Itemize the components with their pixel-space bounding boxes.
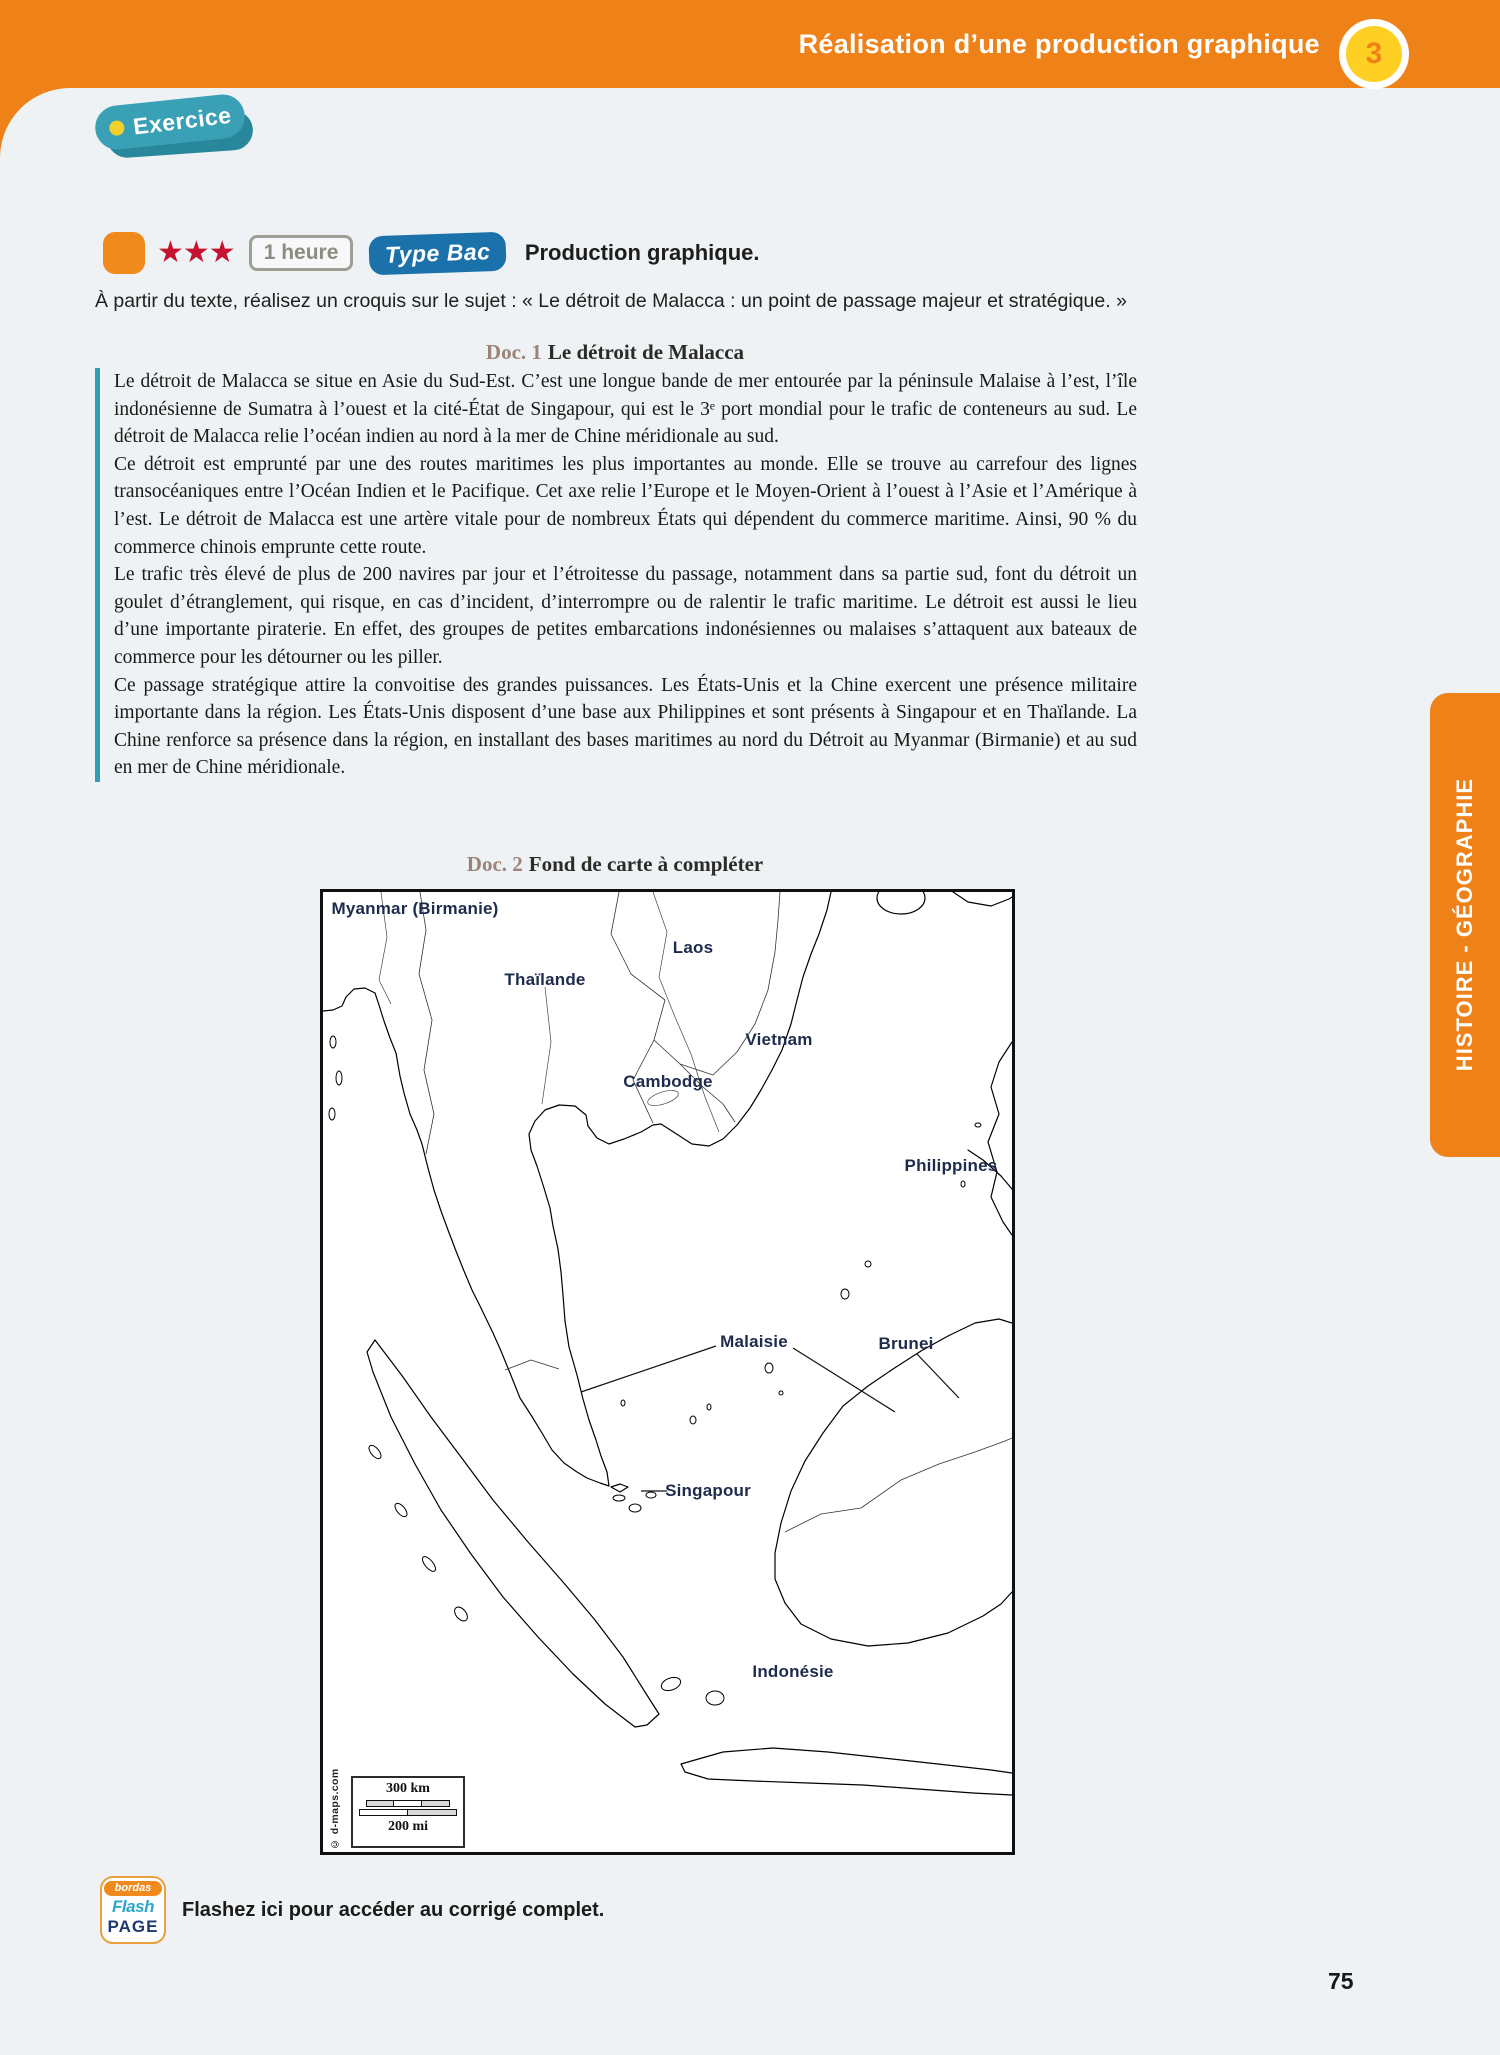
scale-bar-km [353,1800,463,1807]
coastline-drawing [323,892,1012,1852]
flash-instruction: Flashez ici pour accéder au corrigé complet. [182,1899,605,1921]
map-label-singapour: Singapour [665,1481,751,1500]
duration-badge: 1 heure [249,235,354,271]
doc1-title: Le détroit de Malacca [547,340,745,364]
type-bac-badge: Type Bac [369,231,508,275]
map-label-indonésie: Indonésie [752,1662,834,1681]
map-label-thaïlande: Thaïlande [504,970,586,989]
base-map [320,889,1015,1855]
doc2-heading [95,852,1135,877]
map-credit: © d-maps.com [329,1768,341,1850]
flashpage-logo-flash: Flash [112,1897,154,1916]
map-label-laos: Laos [672,938,714,957]
chapter-number: 3 [1365,37,1383,70]
flashpage-logo-brand: bordas [104,1881,162,1896]
doc2-title: Fond de carte à compléter [528,852,764,876]
scale-km-label: 300 km [386,1781,430,1796]
doc1-heading [95,340,1135,365]
map-canvas [323,892,1012,1852]
exercise-marker-icon [103,232,145,274]
flashpage-logo[interactable] [100,1876,166,1944]
map-label-malaisie: Malaisie [720,1332,788,1351]
map-label-philippines: Philippines [904,1156,998,1175]
map-scale [351,1776,465,1848]
doc1-paragraph: Le trafic très élevé de plus de 200 navires par jour et l’étroitesse du passage, notamment dans sa partie sud, font du détroit un goulet d’étranglement, qui risque, en cas d’incident, d’interrompre ou de ralentir le trafic maritime. Le détroit est aussi le lieu d’une importante piraterie. En effet, des groupes de petites embarcations indonésiennes ou malaises s’attaquent aux bateaux de commerce pour les détourner ou les piller. [114,564,1137,668]
doc2-label: Doc. 2 [466,852,523,876]
exercice-badge-label: Exercice [131,101,233,140]
doc1-paragraph: Le détroit de Malacca se situe en Asie du Sud-Est. C’est une longue bande de mer entourée par la péninsule Malaise à l’est, l’île indonésienne de Sumatra à l’ouest et la cité-État de Singapour, qui est le 3ᵉ port mondial pour le trafic de conteneurs au sud. Le détroit de Malacca relie l’océan indien au nord à la mer de Chine méridionale au sud. [114,371,1137,448]
page-number: 75 [1328,1968,1354,1994]
map-label-brunei: Brunei [878,1334,934,1353]
exercise-instruction: À partir du texte, réalisez un croquis sur le sujet : « Le détroit de Malacca : un point de passage majeur et stratégique. » [95,290,1127,312]
exercise-meta-row [103,228,759,278]
scale-mi-label: 200 mi [387,1819,429,1834]
map-label-vietnam: Vietnam [745,1030,813,1049]
exercice-badge [95,98,265,158]
doc1-paragraph: Ce passage stratégique attire la convoitise des grandes puissances. Les États-Unis et la Chine exercent une présence militaire importante dans la région. Les États-Unis disposent d’une base aux Philippines et sont présents à Singapour et en Thaïlande. La Chine renforce sa présence dans la région, en installant des bases maritimes au nord du Détroit au Myanmar (Birmanie) et au sud en mer de Chine méridionale. [114,674,1137,779]
subject-side-tab[interactable] [1430,693,1500,1157]
label-leader-lines [581,1346,959,1491]
scale-bar-mi [353,1809,463,1816]
page-title: Réalisation d’une production graphique [798,28,1320,59]
difficulty-stars: ★★★ [157,236,235,269]
exercise-kind: Production graphique. [524,240,760,265]
map-label-myanmar-birmanie: Myanmar (Birmanie) [331,899,499,918]
flashpage-logo-page: PAGE [107,1917,159,1936]
doc1-label: Doc. 1 [485,340,542,364]
map-label-cambodge: Cambodge [623,1072,713,1091]
doc1-text [95,368,1137,782]
subject-side-tab-label: HISTOIRE - GÉOGRAPHIE [1452,778,1477,1072]
chapter-number-badge [1346,26,1402,82]
doc1-paragraph: Ce détroit est emprunté par une des routes maritimes les plus importantes au monde. Elle se trouve au carrefour des lignes transocéaniques entre l’Océan Indien et le Pacifique. Cet axe relie l’Europe et le Moyen-Orient à l’ouest à l’Asie et l’Amérique à l’est. Le détroit de Malacca est une artère vitale pour de nombreux États qui dépendent du commerce maritime. Ainsi, 90 % du commerce chinois emprunte cette route. [114,453,1137,558]
bullet-dot-icon [109,119,125,135]
